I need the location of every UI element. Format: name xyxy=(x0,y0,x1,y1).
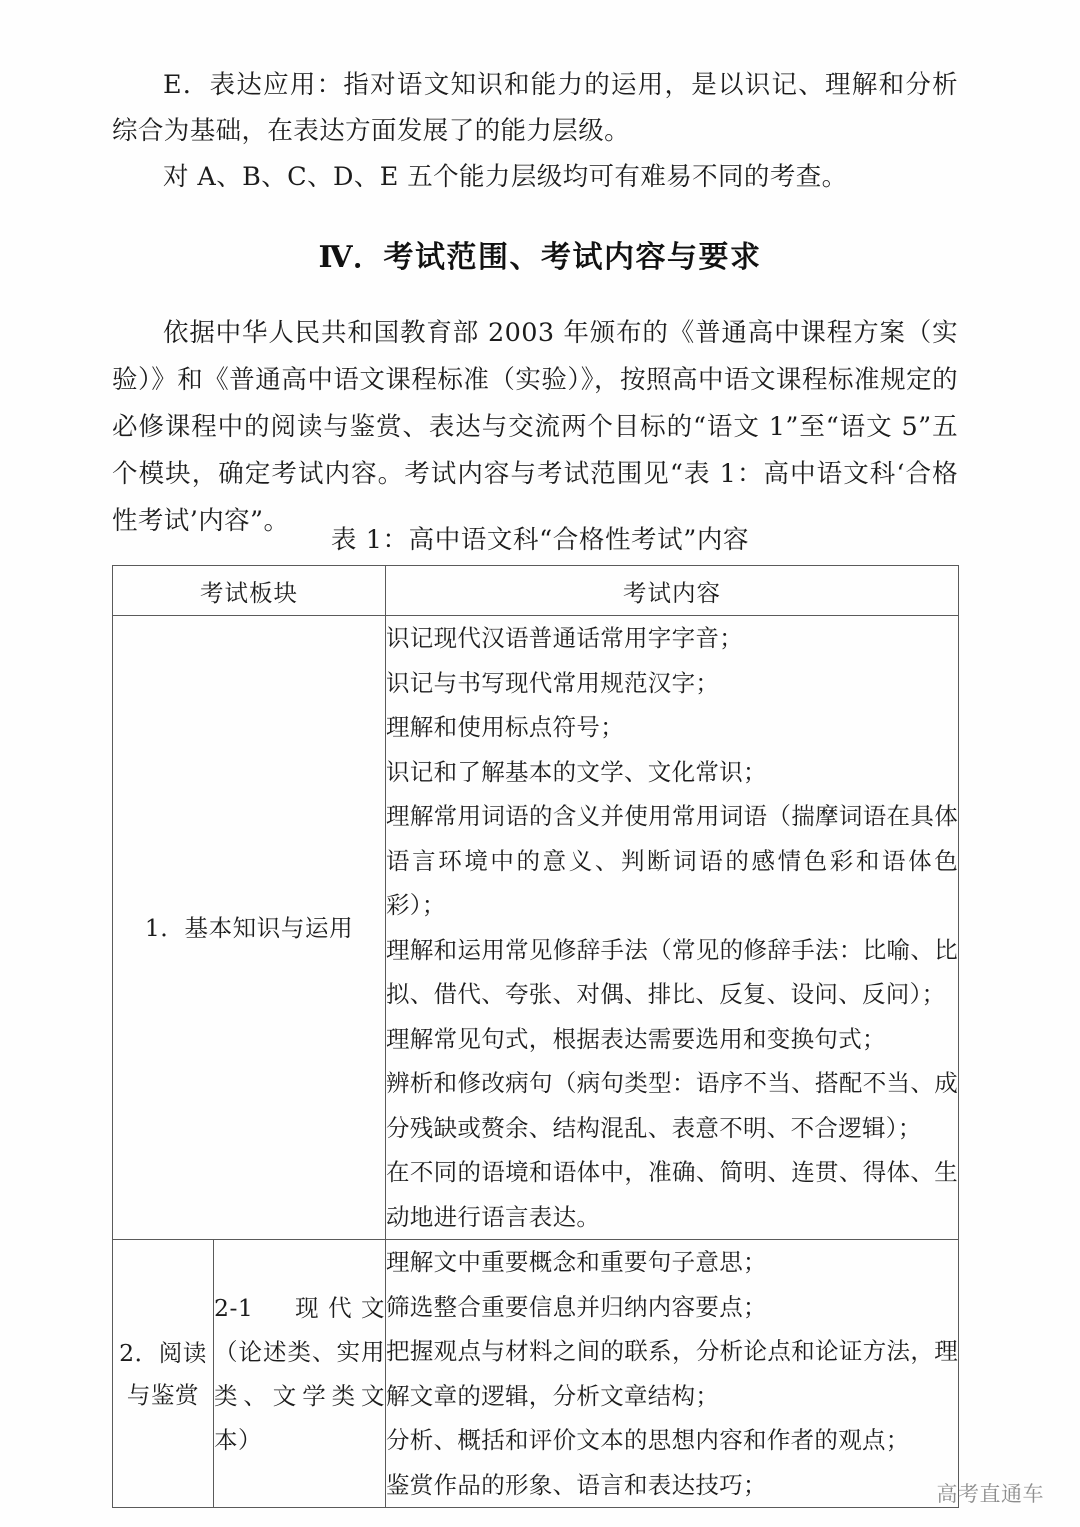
watermark-label: 高考直通车 xyxy=(936,1482,1044,1506)
content-line: 在不同的语境和语体中，准确、简明、连贯、得体、生动地进行语言表达。 xyxy=(386,1158,958,1231)
section-title: 考试范围、考试内容与要求 xyxy=(383,240,762,275)
content-line: 辨析和修改病句（病句类型：语序不当、搭配不当、成分残缺或赘余、结构混乱、表意不明、不合逻辑）； xyxy=(386,1069,958,1142)
content-line: 筛选整合重要信息并归纳内容要点； xyxy=(386,1292,767,1321)
row-block-label-2: 2．阅读与鉴赏 xyxy=(113,1240,214,1508)
section-heading xyxy=(0,232,1080,276)
table-row xyxy=(113,616,959,1240)
content-line: 理解和使用标点符号； xyxy=(386,713,624,741)
content-line: 理解常见句式，根据表达需要选用和变换句式； xyxy=(386,1024,886,1053)
paragraph-scope-description: 依据中华人民共和国教育部 2003 年颁布的《普通高中课程方案（实验）》和《普通高中语文课程标准（实验）》，按照高中语文课程标准规定的必修课程中的阅读与鉴赏、表达与交流两个目标的“语文 1”至“语文 5”五个模块，确定考试内容。考试内容与考试范围见“表 1：高中语文科‘合格性考试’内容”。 xyxy=(112,318,958,536)
table-row xyxy=(113,1240,959,1508)
row-content-2 xyxy=(386,1240,959,1508)
content-line: 识记和了解基本的文学、文化常识； xyxy=(386,757,767,786)
exam-content-table xyxy=(112,565,959,1508)
row-block-label-1: 1．基本知识与运用 xyxy=(113,616,386,1240)
table-header-row xyxy=(113,566,959,616)
body-section xyxy=(112,310,958,545)
paragraph-expression-application: E．表达应用：指对语文知识和能力的运用，是以识记、理解和分析综合为基础，在表达方面发展了的能力层级。 xyxy=(112,70,958,146)
content-line: 鉴赏作品的形象、语言和表达技巧； xyxy=(386,1470,767,1499)
table-header-block: 考试板块 xyxy=(113,566,386,616)
table-caption: 表 1：高中语文科“合格性考试”内容 xyxy=(330,525,750,555)
row-sub-label-2: 2-1 现代文（论述类、实用类、文学类文本） xyxy=(214,1240,386,1508)
section-numeral: Ⅳ． xyxy=(318,240,384,275)
row-content-1 xyxy=(386,616,959,1240)
intro-section xyxy=(112,62,958,200)
content-line: 识记现代汉语普通话常用字字音； xyxy=(386,624,743,652)
content-line: 分析、概括和评价文本的思想内容和作者的观点； xyxy=(386,1426,910,1454)
paragraph-ability-levels: 对 A、B、C、D、E 五个能力层级均可有难易不同的考查。 xyxy=(163,162,848,192)
content-line: 理解和运用常见修辞手法（常见的修辞手法：比喻、比拟、借代、夸张、对偶、排比、反复、设问、反问）； xyxy=(386,935,958,1008)
content-line: 理解文中重要概念和重要句子意思； xyxy=(386,1248,767,1276)
content-line: 识记与书写现代常用规范汉字； xyxy=(386,668,720,697)
table-header-content: 考试内容 xyxy=(386,566,959,616)
content-line: 把握观点与材料之间的联系，分析论点和论证方法，理解文章的逻辑，分析文章结构； xyxy=(386,1337,958,1410)
content-line: 理解常用词语的含义并使用常用词语（揣摩词语在具体语言环境中的意义、判断词语的感情色彩和语体色彩）； xyxy=(386,802,958,919)
